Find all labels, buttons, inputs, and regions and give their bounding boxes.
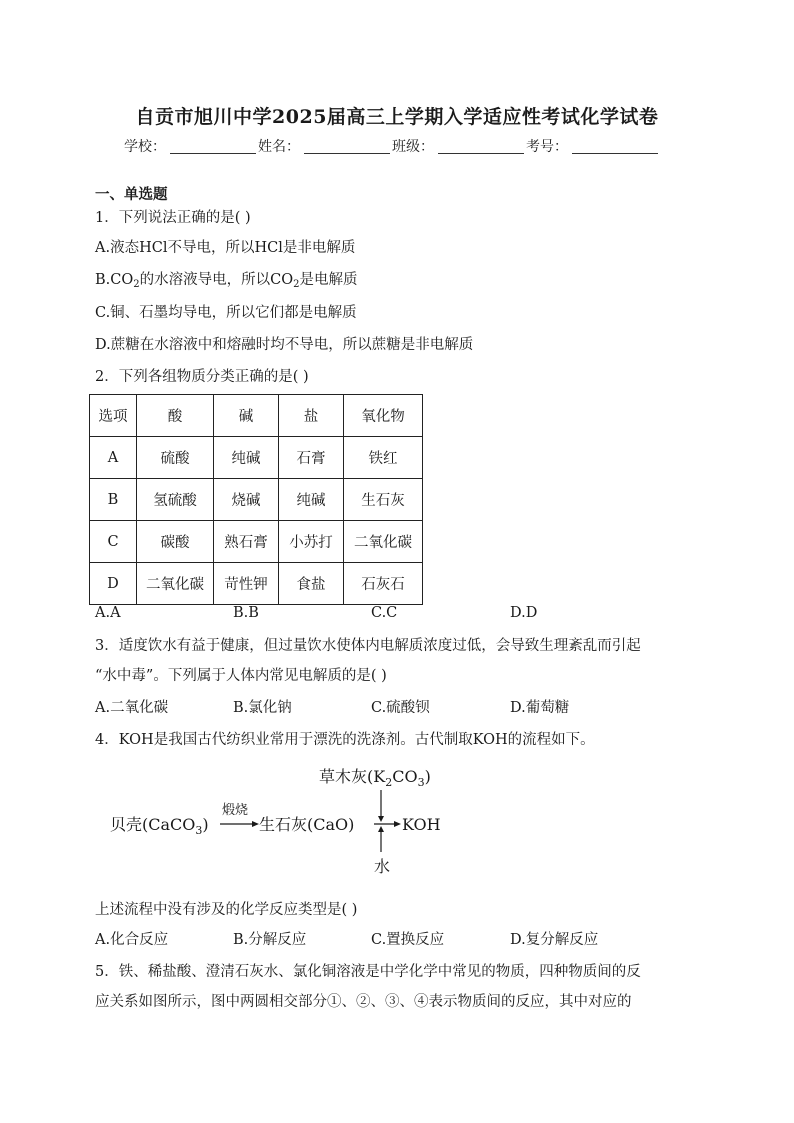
flow-left-label: 贝壳(CaCO$_3$) [110, 815, 209, 837]
table-cell: 氢硫酸 [137, 479, 214, 521]
q5-stem-line1: 5．铁、稀盐酸、澄清石灰水、氯化铜溶液是中学化学中常见的物质，四种物质间的反 [95, 964, 641, 980]
q2-option-a[interactable]: A.A [95, 605, 121, 621]
q3-option-c[interactable]: C.硫酸钡 [371, 700, 430, 716]
q4-option-a[interactable]: A.化合反应 [95, 932, 169, 948]
top-down-arrowhead [378, 816, 384, 822]
calcine-arrowhead [252, 821, 259, 827]
class-label: 班级： [392, 139, 434, 155]
flow-arrow-label: 煅烧 [222, 803, 249, 818]
header-cell: 酸 [137, 395, 214, 437]
q1-stem: 1．下列说法正确的是( ) [95, 210, 251, 226]
q2-option-c[interactable]: C.C [371, 605, 398, 621]
flow-middle-label: 生石灰(CaO) [259, 815, 355, 834]
name-blank[interactable] [304, 139, 390, 154]
q1-b-co2: CO [110, 272, 134, 288]
q1-option-c[interactable]: C.铜、石墨均导电，所以它们都是电解质 [95, 305, 357, 321]
table-cell: 生石灰 [344, 479, 423, 521]
table-cell: 烧碱 [214, 479, 279, 521]
flow-bottom-label: 水 [374, 857, 391, 876]
table-cell: 纯碱 [279, 479, 344, 521]
q2-option-d[interactable]: D.D [510, 605, 538, 621]
table-row [90, 563, 423, 605]
table-cell: 纯碱 [214, 437, 279, 479]
q3-option-d[interactable]: D.葡萄糖 [510, 700, 570, 716]
table-cell: 食盐 [279, 563, 344, 605]
table-cell: 熟石膏 [214, 521, 279, 563]
table-cell: 苛性钾 [214, 563, 279, 605]
table-cell: 石灰石 [344, 563, 423, 605]
header-cell: 盐 [279, 395, 344, 437]
table-cell: A [90, 437, 137, 479]
q4-stem: 4．KOH是我国古代纺织业常用于漂洗的洗涤剂。古代制取KOH的流程如下。 [95, 732, 595, 748]
header-cell: 碱 [214, 395, 279, 437]
q5-stem-line2: 应关系如图所示，图中两圆相交部分①、②、③、④表示物质间的反应，其中对应的 [95, 994, 632, 1010]
flow-right-label: KOH [402, 815, 441, 834]
q4-option-b[interactable]: B.分解反应 [233, 932, 307, 948]
q1-option-d[interactable]: D.蔗糖在水溶液中和熔融时均不导电，所以蔗糖是非电解质 [95, 337, 474, 353]
table-cell: 碳酸 [137, 521, 214, 563]
table-row [90, 521, 423, 563]
number-blank[interactable] [572, 139, 658, 154]
class-blank[interactable] [438, 139, 524, 154]
q4-question: 上述流程中没有涉及的化学反应类型是( ) [95, 902, 358, 918]
q1-option-a[interactable]: A.液态HCl不导电，所以HCl是非电解质 [95, 240, 356, 256]
q1-b-sub2: 2 [293, 279, 300, 290]
header-cell: 选项 [90, 395, 137, 437]
table-cell: 二氧化碳 [137, 563, 214, 605]
table-cell: 小苏打 [279, 521, 344, 563]
q1-b-sub: 2 [133, 279, 140, 290]
q3-option-a[interactable]: A.二氧化碳 [95, 700, 169, 716]
product-arrowhead [394, 821, 401, 827]
number-label: 考号： [526, 139, 568, 155]
table-cell: 铁红 [344, 437, 423, 479]
q4-option-c[interactable]: C.置换反应 [371, 932, 445, 948]
table-cell: 硫酸 [137, 437, 214, 479]
q1-b-co2-2: CO [270, 272, 294, 288]
classification-table [89, 394, 423, 605]
name-label: 姓名： [258, 139, 300, 155]
table-header-row [90, 395, 423, 437]
q1-b-end: 是电解质 [299, 272, 358, 288]
bottom-up-arrowhead [378, 826, 384, 832]
flow-top-label: 草木灰$(K_2CO_3)$ [319, 767, 431, 789]
school-blank[interactable] [170, 139, 256, 154]
q4-option-d[interactable]: D.复分解反应 [510, 932, 599, 948]
table-cell: D [90, 563, 137, 605]
q3-option-b[interactable]: B.氯化钠 [233, 700, 292, 716]
q1-b-prefix: B. [95, 272, 111, 288]
q3-stem-line1: 3．适度饮水有益于健康，但过量饮水使体内电解质浓度过低，会导致生理紊乱而引起 [95, 638, 641, 654]
koh-process-diagram [110, 762, 470, 882]
student-info-row [124, 136, 660, 156]
exam-title: 自贡市旭川中学2025届高三上学期入学适应性考试化学试卷 [135, 106, 659, 128]
q1-b-mid: 的水溶液导电，所以 [139, 272, 271, 288]
table-cell: 石膏 [279, 437, 344, 479]
header-cell: 氧化物 [344, 395, 423, 437]
q1-option-b[interactable] [95, 268, 357, 289]
q2-stem: 2．下列各组物质分类正确的是( ) [95, 369, 309, 385]
table-cell: C [90, 521, 137, 563]
table-row [90, 437, 423, 479]
q2-option-b[interactable]: B.B [233, 605, 259, 621]
flow-svg [110, 762, 470, 882]
q3-stem-line2: “水中毒”。下列属于人体内常见电解质的是( ) [95, 668, 387, 684]
section-heading: 一、单选题 [95, 186, 168, 203]
table-cell: 二氧化碳 [344, 521, 423, 563]
table-cell: B [90, 479, 137, 521]
table-row [90, 479, 423, 521]
school-label: 学校： [124, 139, 166, 155]
